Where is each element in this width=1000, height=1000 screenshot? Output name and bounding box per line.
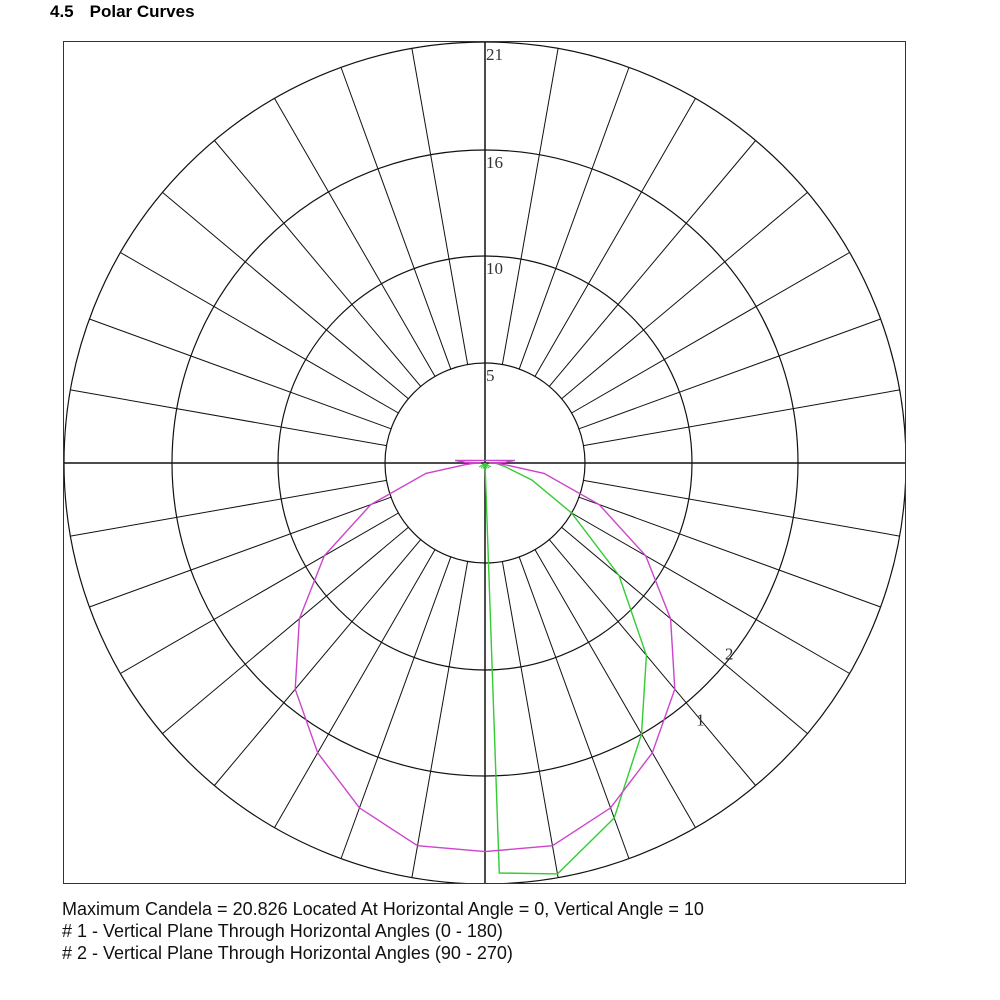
curve-label-2: 2	[724, 644, 734, 664]
grid-spoke	[89, 319, 391, 429]
grid-spoke	[502, 48, 558, 364]
grid-spoke	[572, 253, 850, 414]
grid-spoke	[583, 480, 899, 536]
grid-spoke	[162, 527, 408, 733]
grid-spoke	[519, 557, 629, 859]
grid-spoke	[275, 550, 436, 828]
section-title	[50, 2, 195, 22]
max-candela-caption: Maximum Candela = 20.826 Located At Horizontal Angle = 0, Vertical Angle = 10	[62, 899, 704, 919]
section-heading: Polar Curves	[89, 2, 195, 21]
grid-spoke	[70, 390, 386, 446]
grid-spoke	[583, 390, 899, 446]
legend-curve-1: # 1 - Vertical Plane Through Horizontal Angles (0 - 180)	[62, 921, 503, 941]
grid-spoke	[519, 67, 629, 369]
grid-spoke	[214, 140, 420, 386]
grid-spoke	[162, 192, 408, 398]
radial-tick-label: 5	[486, 366, 495, 385]
grid-spoke	[535, 98, 696, 376]
grid-spoke	[562, 192, 808, 398]
grid-spoke	[341, 67, 451, 369]
grid-spoke	[502, 561, 558, 877]
grid-spoke	[572, 513, 850, 674]
section-number: 4.5	[50, 2, 74, 21]
polar-chart	[64, 42, 906, 884]
radial-tick-label: 21	[486, 45, 503, 64]
curve-label-1: 1	[696, 710, 705, 730]
grid-spoke	[214, 540, 420, 786]
radial-tick-labels	[486, 45, 503, 385]
grid-spoke	[579, 319, 881, 429]
legend-curve-2: # 2 - Vertical Plane Through Horizontal Angles (90 - 270)	[62, 943, 513, 963]
grid-spoke	[70, 480, 386, 536]
grid-spoke	[89, 497, 391, 607]
polar-chart-frame	[63, 41, 906, 884]
grid-spoke	[275, 98, 436, 376]
radial-tick-label: 10	[486, 259, 503, 278]
curve-labels	[696, 645, 733, 730]
grid-spoke	[120, 513, 398, 674]
grid-spoke	[341, 557, 451, 859]
grid-spoke	[562, 527, 808, 733]
grid-spoke	[535, 550, 696, 828]
grid-spoke	[412, 561, 468, 877]
grid-spoke	[412, 48, 468, 364]
radial-tick-label: 16	[486, 153, 503, 172]
grid-spoke	[120, 253, 398, 414]
grid-spoke	[549, 140, 755, 386]
